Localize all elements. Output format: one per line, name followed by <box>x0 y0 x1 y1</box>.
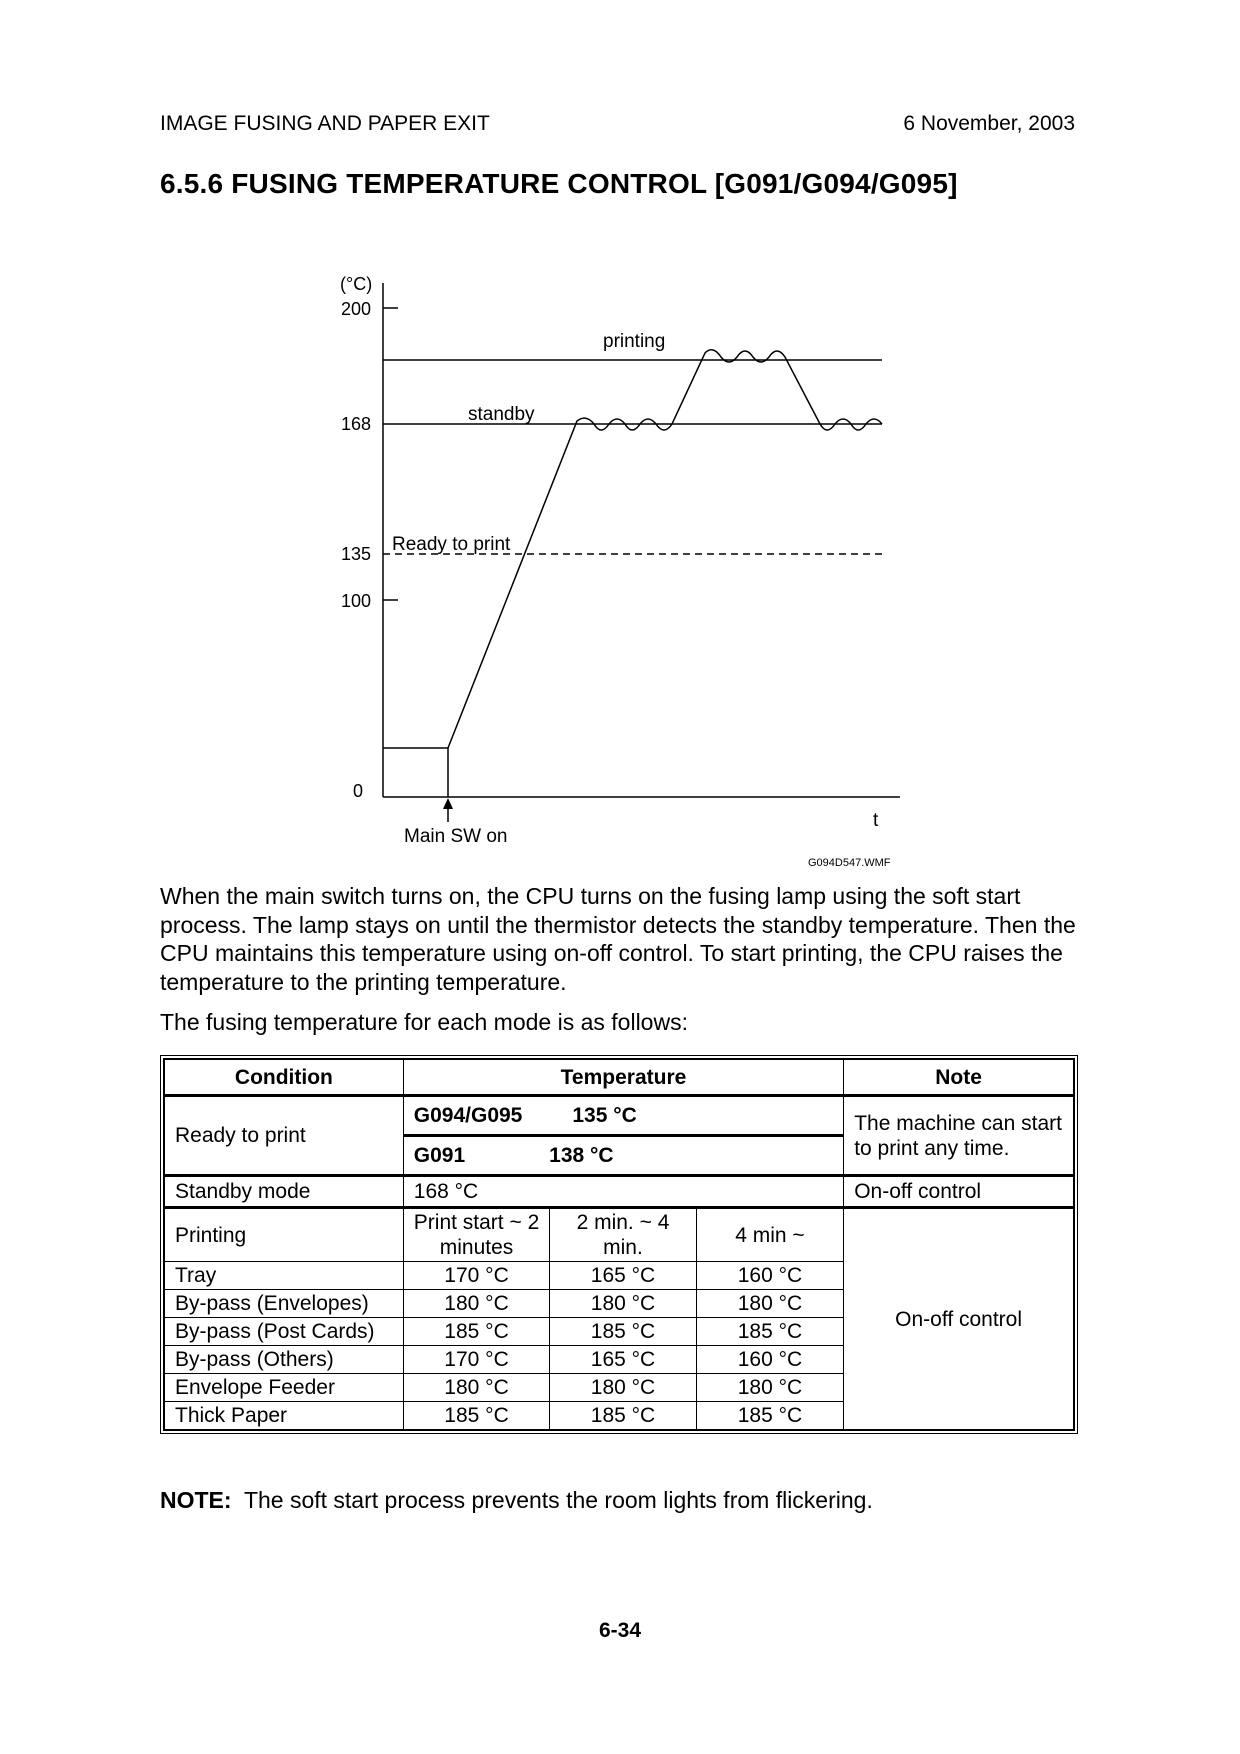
header-temperature: Temperature <box>403 1060 843 1096</box>
row-name: Envelope Feeder <box>165 1374 404 1402</box>
row-temp-2: 165 °C <box>550 1262 696 1290</box>
row-temp-2: 185 °C <box>550 1318 696 1346</box>
row-temp-3: 160 °C <box>696 1262 843 1290</box>
row-name: By-pass (Envelopes) <box>165 1290 404 1318</box>
printing-note: On-off control <box>844 1208 1074 1430</box>
page-number: 6-34 <box>598 1619 642 1642</box>
time-axis-label: t <box>873 810 879 831</box>
unit-label: (°C) <box>340 274 373 294</box>
row-temp-1: 180 °C <box>403 1374 549 1402</box>
row-temp-2: 185 °C <box>550 1402 696 1430</box>
ready-models-1: G094/G095 <box>413 1104 523 1127</box>
tick-label-200: 200 <box>341 299 372 319</box>
row-name: By-pass (Others) <box>165 1346 404 1374</box>
row-name: Tray <box>165 1262 404 1290</box>
row-name: Thick Paper <box>165 1402 404 1430</box>
ready-temp-2: 138 °C <box>549 1144 614 1167</box>
running-header-section: IMAGE FUSING AND PAPER EXIT <box>160 112 490 135</box>
main-sw-arrow-head <box>443 798 453 809</box>
initial-step <box>383 748 448 797</box>
row-temp-1: 180 °C <box>403 1290 549 1318</box>
printing-label: printing <box>603 331 666 352</box>
ready-label: Ready to print <box>392 534 511 555</box>
row-temp-3: 180 °C <box>696 1290 843 1318</box>
ready-condition: Ready to print <box>165 1096 404 1176</box>
tick-label-100: 100 <box>341 591 372 611</box>
tick-label-168: 168 <box>341 414 372 434</box>
tick-label-0: 0 <box>353 781 364 801</box>
row-temp-2: 180 °C <box>550 1290 696 1318</box>
intro-paragraph: When the main switch turns on, the CPU turns on the fusing lamp using the soft start process. The lamp stays on until the thermistor detects the standby temperature. Then the CPU maintains this temperature using on-off control. To start printing, the CPU raises the temperature to the printing temperature. <box>160 883 1076 995</box>
standby-temp: 168 °C <box>403 1176 843 1208</box>
row-temp-1: 170 °C <box>403 1262 549 1290</box>
row-temp-3: 180 °C <box>696 1374 843 1402</box>
col-4-min: 4 min ~ <box>696 1208 843 1262</box>
note-text: The soft start process prevents the room lights from flickering. <box>243 1487 873 1513</box>
row-temp-1: 185 °C <box>403 1318 549 1346</box>
fusing-temperature-table <box>160 1055 1078 1434</box>
section-title: 6.5.6 FUSING TEMPERATURE CONTROL [G091/G094/G095] <box>160 168 958 199</box>
row-temp-1: 170 °C <box>403 1346 549 1374</box>
main-sw-label: Main SW on <box>404 826 508 847</box>
ready-temp-1: 135 °C <box>572 1104 637 1127</box>
row-temp-3: 160 °C <box>696 1346 843 1374</box>
printing-condition: Printing <box>165 1208 404 1262</box>
header-note: Note <box>844 1060 1074 1096</box>
tick-label-135: 135 <box>341 544 372 564</box>
row-temp-2: 180 °C <box>550 1374 696 1402</box>
standby-note: On-off control <box>844 1176 1074 1208</box>
ready-temp-g094 <box>403 1096 843 1136</box>
running-header-date: 6 November, 2003 <box>903 112 1075 135</box>
table-intro-paragraph: The fusing temperature for each mode is as follows: <box>160 1009 688 1035</box>
ready-temp-g091 <box>403 1136 843 1176</box>
ready-models-2: G091 <box>413 1144 466 1167</box>
standby-label: standby <box>468 404 535 425</box>
row-temp-2: 165 °C <box>550 1346 696 1374</box>
row-temp-3: 185 °C <box>696 1318 843 1346</box>
note-label: NOTE: <box>160 1487 232 1513</box>
note <box>160 1487 873 1514</box>
col-print-start: Print start ~ 2 minutes <box>403 1208 549 1262</box>
row-temp-3: 185 °C <box>696 1402 843 1430</box>
header-condition: Condition <box>165 1060 404 1096</box>
col-2-4-min: 2 min. ~ 4 min. <box>550 1208 696 1262</box>
ready-note: The machine can start to print any time. <box>844 1096 1074 1176</box>
row-temp-1: 185 °C <box>403 1402 549 1430</box>
figure-file-id: G094D547.WMF <box>808 857 891 869</box>
row-name: By-pass (Post Cards) <box>165 1318 404 1346</box>
standby-condition: Standby mode <box>165 1176 404 1208</box>
